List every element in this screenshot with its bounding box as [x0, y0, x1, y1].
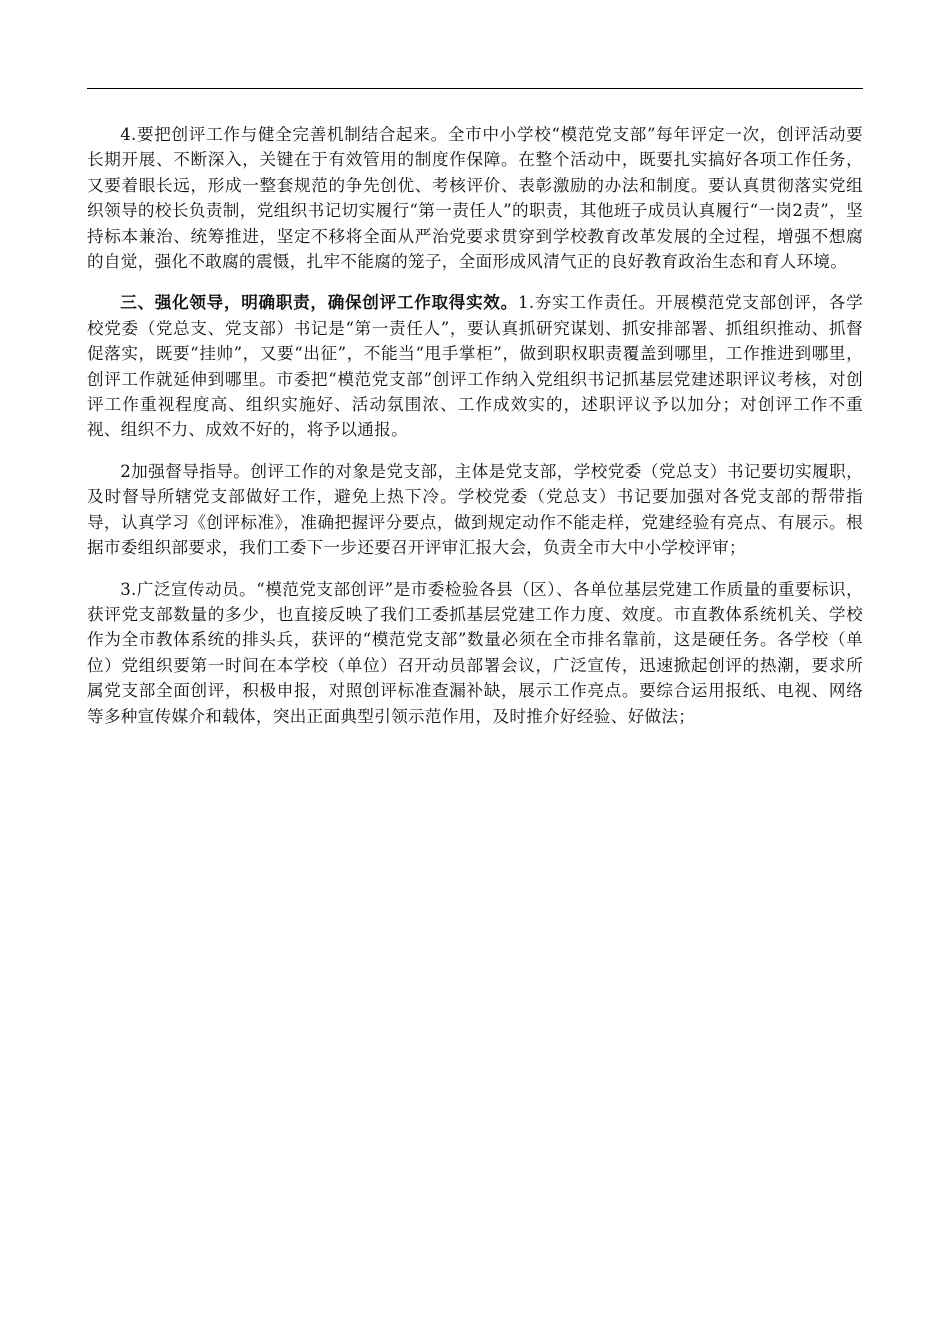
paragraph-text: 4.要把创评工作与健全完善机制结合起来。全市中小学校“模范党支部”每年评定一次，创评活动要长期开展、不断深入，关键在于有效管用的制度作保障。在整个活动中，既要扎实搞好各项工作任务，又要着眼长远，形成一整套规范的争先创优、考核评价、表彰激励的办法和制度。要认真贯彻落实党组织领导的校长负责制，党组织书记切实履行“第一责任人”的职责，其他班子成员认真履行“一岗2责”，坚持标本兼治、统筹推进，坚定不移将全面从严治党要求贯穿到学校教育改革发展的全过程，增强不想腐的自觉，强化不敢腐的震慑，扎牢不能腐的笼子，全面形成风清气正的良好教育政治生态和育人环境。	[87, 125, 863, 272]
paragraph-supervision	[87, 459, 863, 561]
paragraph-publicity	[87, 577, 863, 729]
document-body	[87, 122, 863, 745]
paragraph-leadership	[87, 290, 863, 442]
paragraph-mechanism	[87, 122, 863, 274]
paragraph-text: 1.夯实工作责任。开展模范党支部创评，各学校党委（党总支、党支部）书记是“第一责任人”，要认真抓研究谋划、抓安排部署、抓组织推动、抓督促落实，既要“挂帅”，又要“出征”，不能当“甩手掌柜”，做到职权职责覆盖到哪里，工作推进到哪里，创评工作就延伸到哪里。市委把“模范党支部”创评工作纳入党组织书记抓基层党建述职评议考核，对创评工作重视程度高、组织实施好、活动氛围浓、工作成效实的，述职评议予以加分；对创评工作不重视、组织不力、成效不好的，将予以通报。	[87, 293, 863, 440]
paragraph-text: 2加强督导指导。创评工作的对象是党支部，主体是党支部，学校党委（党总支）书记要切实履职，及时督导所辖党支部做好工作，避免上热下冷。学校党委（党总支）书记要加强对各党支部的帮带指导，认真学习《创评标准》，准确把握评分要点，做到规定动作不能走样，党建经验有亮点、有展示。根据市委组织部要求，我们工委下一步还要召开评审汇报大会，负责全市大中小学校评审；	[87, 461, 863, 558]
header-rule	[87, 88, 863, 89]
paragraph-text: 3.广泛宣传动员。“模范党支部创评”是市委检验各县（区）、各单位基层党建工作质量的重要标识，获评党支部数量的多少，也直接反映了我们工委抓基层党建工作力度、效度。市直教体系统机关、学校作为全市教体系统的排头兵，获评的“模范党支部”数量必须在全市排名靠前，这是硬任务。各学校（单位）党组织要第一时间在本学校（单位）召开动员部署会议，广泛宣传，迅速掀起创评的热潮，要求所属党支部全面创评，积极申报，对照创评标准查漏补缺，展示工作亮点。要综合运用报纸、电视、网络等多种宣传媒介和载体，突出正面典型引领示范作用，及时推介好经验、好做法；	[87, 579, 863, 726]
section-heading: 三、强化领导，明确职责，确保创评工作取得实效。	[120, 292, 518, 313]
